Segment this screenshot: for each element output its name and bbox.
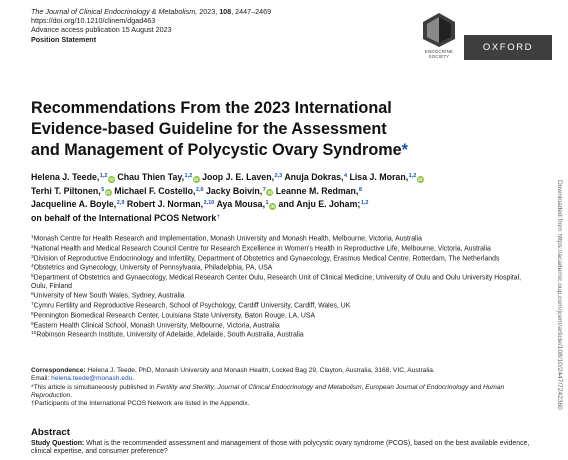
orcid-icon[interactable]: iD — [109, 176, 114, 182]
endocrine-society-text — [409, 49, 469, 59]
affiliation — [31, 254, 536, 264]
author[interactable]: Chau Thien Tay, — [117, 172, 185, 182]
correspondence-text: Helena J. Teede, PhD, Monash University and Monash Health, Locked Bag 29, Clayton, Australia, 3168, VIC, Australia. — [85, 367, 435, 374]
affiliation-number: 7 — [31, 302, 34, 308]
affiliation-number: 4 — [31, 264, 34, 270]
participants-note: †Participants of the International PCOS Network are listed in the Appendix. — [31, 400, 250, 408]
author[interactable]: Terhi T. Piltonen, — [31, 185, 101, 196]
endocrine-society-line1: ENDOCRINE — [424, 49, 454, 54]
affiliation-number: 1 — [31, 235, 34, 240]
email-end: . — [132, 375, 135, 383]
journal-volume: 108 — [219, 7, 232, 16]
affiliation — [31, 311, 536, 321]
note-end: . — [70, 391, 73, 399]
author-affiliation-ref[interactable]: 1,2 — [360, 200, 369, 207]
affiliation — [31, 330, 536, 340]
affiliation-text: Eastern Health Clinical School, Monash University, Melbourne, Victoria, Australia — [33, 322, 280, 330]
advance-access: Advance access publication 15 August 2023 — [31, 25, 172, 35]
affiliation — [31, 301, 536, 311]
note-sep: , — [213, 383, 218, 391]
author-affiliation-ref[interactable]: 2,9 — [116, 200, 125, 207]
affiliation-number: 9 — [31, 321, 34, 327]
author-line-4 — [31, 211, 536, 225]
author-affiliation-ref[interactable]: 1,2 — [99, 173, 108, 179]
download-watermark-text: Downloaded from https://academic.oup.com/jcem/article/108/10/2447/7242360 — [556, 180, 563, 410]
oxford-logo-text: OXFORD — [482, 42, 534, 53]
affiliations — [31, 234, 536, 340]
affiliation-number: 6 — [31, 292, 34, 298]
affiliation — [31, 263, 536, 273]
author-list — [31, 170, 536, 224]
note-journal: Journal of Clinical Endocrinology and Metabolism — [217, 383, 362, 391]
author-group-footnote[interactable]: † — [216, 213, 220, 220]
affiliation — [31, 273, 536, 291]
affiliation-text: Robinson Research Institute, University of Adelaide, Adelaide, South Australia, Australia — [36, 331, 304, 339]
article-type: Position Statement — [31, 34, 97, 44]
author-affiliation-ref[interactable]: 2,6 — [195, 186, 204, 193]
affiliation — [31, 234, 536, 244]
author-affiliation-ref[interactable]: 1,2 — [408, 173, 417, 179]
author-line-1 — [31, 170, 536, 184]
oxford-logo — [464, 35, 552, 60]
note-sep: , — [361, 383, 366, 391]
abstract-text: What is the recommended assessment and management of those with polycystic ovary syndrome (PCOS), based on the best available evidence, clinical expertise, and consumer preference? — [31, 440, 530, 456]
affiliation-number: 8 — [31, 311, 34, 317]
author-group[interactable]: on behalf of the International PCOS Network — [31, 212, 217, 223]
orcid-icon[interactable]: iD — [267, 190, 273, 196]
author[interactable]: and Anju E. Joham; — [278, 199, 361, 210]
abstract-heading: Abstract — [31, 427, 70, 438]
affiliation — [31, 244, 536, 254]
author-line-2 — [31, 184, 536, 198]
author[interactable]: Aya Mousa, — [216, 199, 266, 210]
journal-year: 2023, — [199, 7, 220, 16]
title-line-3 — [31, 140, 531, 161]
affiliation-text: Cymru Fertility and Reproductive Research, School of Psychology, Cardiff University, Cardiff, Wales, UK — [33, 302, 351, 310]
author-affiliation-ref[interactable]: 8 — [358, 186, 362, 193]
correspondence-label: Correspondence: — [31, 367, 86, 374]
affiliation-text: Division of Reproductive Endocrinology and Infertility, Department of Obstetrics and Gynaecology, Erasmus Medical Centre, Rotterdam, The Netherlands — [33, 255, 500, 263]
orcid-icon[interactable]: iD — [193, 176, 199, 182]
endocrine-society-icon — [422, 12, 456, 48]
affiliation-number: 10 — [31, 331, 37, 337]
affiliation — [31, 291, 536, 301]
affiliation-number: 3 — [31, 254, 34, 260]
orcid-icon[interactable]: iD — [418, 176, 423, 182]
doi-link[interactable]: https://doi.org/10.1210/clinem/dgad463 — [31, 16, 156, 26]
author[interactable]: Michael F. Costello, — [114, 185, 196, 196]
orcid-icon[interactable]: iD — [270, 203, 275, 209]
author-affiliation-ref[interactable]: 2,3 — [274, 173, 283, 179]
affiliation-text: Monash Centre for Health Research and Implementation, Monash University and Monash Health, Melbourne, Victoria, Australia — [33, 235, 422, 243]
affiliation-text: National Health and Medical Research Council Centre for Research Excellence in Women's Health in Reproductive Life, Melbourne, Victoria, Australia — [33, 245, 491, 253]
author[interactable]: Helena J. Teede, — [31, 172, 100, 182]
author[interactable]: Jacqueline A. Boyle, — [31, 199, 117, 210]
affiliation — [31, 321, 536, 331]
author-affiliation-ref[interactable]: 2,10 — [203, 200, 215, 207]
abstract-label: Study Question: — [31, 440, 85, 447]
author-affiliation-ref[interactable]: 4 — [343, 173, 348, 179]
article-title — [31, 98, 531, 161]
author[interactable]: Robert J. Norman, — [126, 199, 204, 210]
publication-note — [31, 384, 536, 401]
note-prefix: *This article is simultaneously published in — [31, 383, 157, 391]
affiliation-number: 5 — [31, 274, 34, 280]
author[interactable]: Lisa J. Moran, — [349, 172, 409, 182]
endocrine-society-line2: SOCIETY — [428, 54, 450, 59]
note-journal: Fertility and Sterility — [156, 383, 214, 391]
correspondence — [31, 367, 536, 375]
email-line — [31, 375, 536, 383]
affiliation-number: 2 — [31, 244, 34, 250]
article-meta — [31, 7, 271, 44]
correspondence-block — [31, 367, 536, 408]
title-line-1: Recommendations From the 2023 International — [31, 99, 392, 117]
title-footnote-star[interactable]: * — [401, 141, 408, 159]
affiliation-text: University of New South Wales, Sydney, Australia — [33, 292, 185, 300]
affiliation-text: Obstetrics and Gynecology, University of Pennsylvania, Philadelphia, PA, USA — [33, 264, 273, 272]
note-journal: Human Reproduction — [31, 383, 505, 399]
author-affiliation-ref[interactable]: 5 — [101, 186, 105, 193]
author-affiliation-ref[interactable]: 1 — [265, 200, 269, 207]
affiliation-text: Department of Obstetrics and Gynaecology, Medical Research Center Oulu, Research Unit of Clinical Medicine, University of Oulu and Oulu University Hospital, Oulu, Finland — [31, 274, 522, 290]
title-line-3-text: and Management of Polycystic Ovary Syndrome — [31, 141, 402, 159]
email-link[interactable]: helena.teede@monash.edu — [51, 375, 133, 383]
author-affiliation-ref[interactable]: 1,2 — [184, 173, 193, 179]
author[interactable]: Anuja Dokras, — [284, 172, 344, 182]
journal-name: The Journal of Clinical Endocrinology & Metabolism, — [31, 7, 198, 16]
email-label: Email: — [31, 375, 52, 383]
title-line-2: Evidence-based Guideline for the Assessment — [31, 120, 387, 138]
note-sep: and — [468, 383, 483, 391]
affiliation-text: Pennington Biomedical Research Center, Louisiana State University, Baton Rouge, LA, USA — [33, 312, 316, 320]
journal-pages: , 2447–2469 — [231, 7, 272, 16]
journal-line — [31, 7, 271, 16]
author[interactable]: Leanne M. Redman, — [275, 185, 359, 196]
author[interactable]: Joop J. E. Laven, — [202, 172, 275, 182]
note-journal: European Journal of Endocrinology — [365, 383, 469, 391]
orcid-icon[interactable]: iD — [106, 190, 111, 196]
download-watermark — [554, 180, 564, 440]
author-affiliation-ref[interactable]: 7 — [262, 186, 266, 193]
abstract-body — [31, 440, 541, 457]
author-line-3 — [31, 197, 536, 211]
author[interactable]: Jacky Boivin, — [206, 185, 263, 196]
